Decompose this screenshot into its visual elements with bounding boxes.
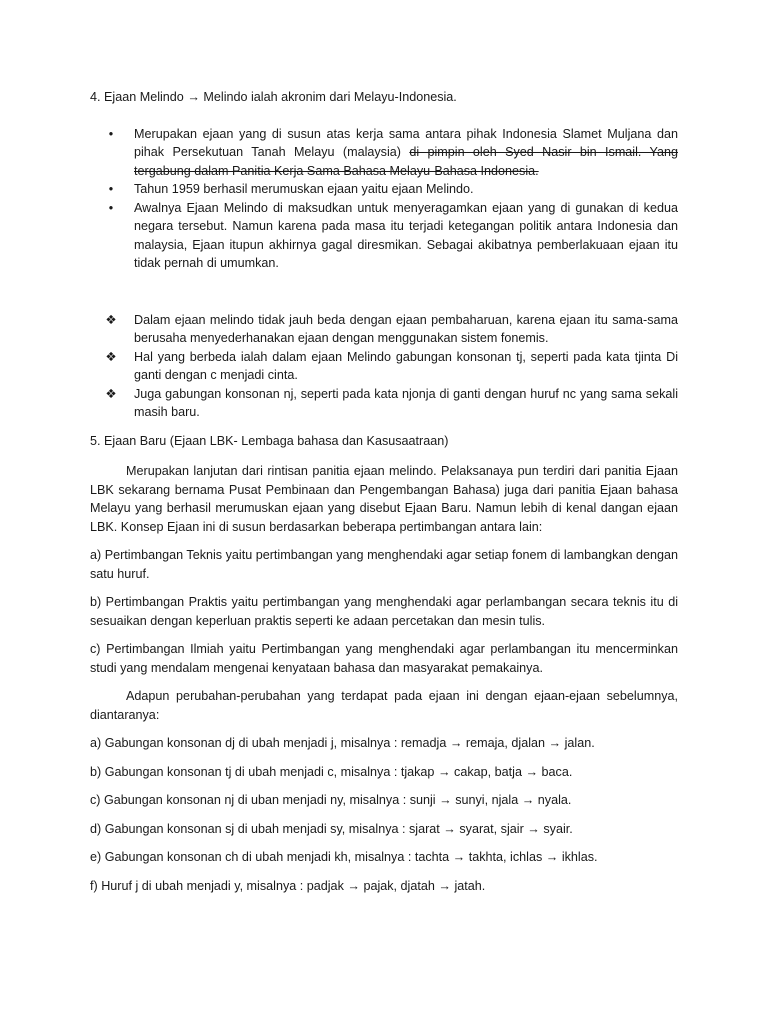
bullet-text: Merupakan ejaan yang di susun atas kerja sama antara pihak Indonesia Slamet Muljana dan pihak Persekutuan Tanah Melayu (malaysia): [134, 126, 678, 159]
change-item: c) Gabungan konsonan nj di uban menjadi ny, misalnya : sunji → sunyi, njala → nyala.: [90, 793, 572, 807]
consideration-technical: a) Pertimbangan Teknis yaitu pertimbangan yang menghendaki agar setiap fonem di lambangkan dengan satu huruf.: [90, 548, 678, 581]
diamond-bullet-icon: ❖: [105, 312, 117, 327]
bullet-item: [108, 199, 678, 273]
change-item: f) Huruf j di ubah menjadi y, misalnya : padjak → pajak, djatah → jatah.: [90, 878, 486, 893]
section-4-diamond-list: [90, 311, 678, 422]
section-4-bullet-list: [90, 125, 678, 273]
change-item: d) Gabungan konsonan sj di ubah menjadi sy, misalnya : sjarat → syarat, sjair → syair.: [90, 821, 573, 836]
change-item: e) Gabungan konsonan ch di ubah menjadi kh, misalnya : tachta → takhta, ichlas → ikhlas.: [90, 850, 598, 864]
document-page: [90, 88, 678, 895]
bullet-icon: •: [108, 126, 114, 141]
section-5-intro: Merupakan lanjutan dari rintisan panitia ejaan melindo. Pelaksanaya pun terdiri dari panitia Ejaan LBK sekarang bernama Pusat Pembinaan dan Pengembangan Bahasa) juga dari panitia Ejaan bahasa Melayu yang berhasil merumuskan ejaan yang disebut Ejaan Baru. Namun lebih di kenal dangan ejaan LBK. Konsep Ejaan ini di susun berdasarkan beberapa pertimbangan antara lain:: [90, 464, 678, 534]
section-5-heading: 5. Ejaan Baru (Ejaan LBK- Lembaga bahasa dan Kasusaatraan): [90, 433, 449, 448]
bullet-item: [108, 125, 678, 181]
change-item: a) Gabungan konsonan dj di ubah menjadi j, misalnya : remadja → remaja, djalan → jalan.: [90, 736, 595, 750]
diamond-bullet-text: Juga gabungan konsonan nj, seperti pada kata njonja di ganti dengan huruf nc yang sama sekali masih baru.: [134, 386, 678, 419]
bullet-text: Tahun 1959 berhasil merumuskan ejaan yaitu ejaan Melindo.: [134, 182, 474, 196]
diamond-bullet-icon: ❖: [105, 386, 117, 401]
diamond-bullet-item: [105, 311, 678, 348]
consideration-practical: b) Pertimbangan Praktis yaitu pertimbangan yang menghendaki agar perlambangan secara teknis itu di sesuaikan dengan keperluan praktis seperti ke adaan percetakan dan mesin tulis.: [90, 595, 678, 628]
bullet-icon: •: [108, 182, 114, 196]
section-4-heading: 4. Ejaan Melindo → Melindo ialah akronim dari Melayu-Indonesia.: [90, 90, 457, 104]
struck-text: di pimpin oleh Syed Nasir bin Ismail. Yang tergabung dalam Panitia Kerja Sama Bahasa Melayu-Bahasa Indonesia.: [134, 145, 678, 178]
change-item: b) Gabungan konsonan tj di ubah menjadi c, misalnya : tjakap → cakap, batja → baca.: [90, 764, 573, 779]
diamond-bullet-text: Dalam ejaan melindo tidak jauh beda dengan ejaan pembaharuan, karena ejaan itu sama-sama berusaha menyederhanakan ejaan dengan menggunakan sistem fonemis.: [134, 312, 678, 345]
diamond-bullet-text: Hal yang berbeda ialah dalam ejaan Melindo gabungan konsonan tj, seperti pada kata tjinta Di ganti dengan c menjadi cinta.: [134, 349, 678, 382]
changes-intro: Adapun perubahan-perubahan yang terdapat pada ejaan ini dengan ejaan-ejaan sebelumnya, diantaranya:: [90, 689, 678, 722]
diamond-bullet-icon: ❖: [105, 349, 117, 364]
diamond-bullet-item: [105, 385, 678, 422]
bullet-item: [108, 180, 678, 199]
consideration-scientific: c) Pertimbangan Ilmiah yaitu Pertimbangan yang menghendaki agar perlambangan itu mencerminkan studi yang mendalam mengenai kenyataan bahasa dan masyarakat pemakainya.: [90, 642, 678, 675]
diamond-bullet-item: [105, 348, 678, 385]
bullet-icon: •: [108, 200, 114, 215]
bullet-text: Awalnya Ejaan Melindo di maksudkan untuk menyeragamkan ejaan yang di gunakan di kedua negara tersebut. Namun karena pada masa itu terjadi ketegangan politik antara Indonesia dan malaysia, Ejaan itupun akhirnya gagal diresmikan. Sebagai akibatnya pemberlakuaan ejaan itu tidak pernah di umumkan.: [134, 200, 678, 270]
